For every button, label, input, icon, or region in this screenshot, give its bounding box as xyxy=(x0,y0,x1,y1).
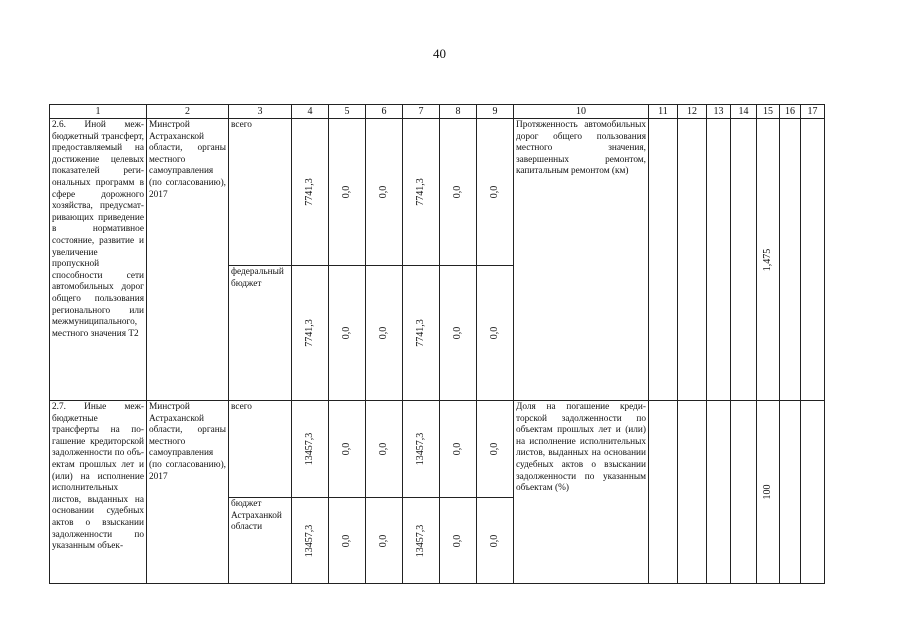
value-text: 0,0 xyxy=(452,534,464,547)
value-cell xyxy=(329,266,366,401)
empty-cell xyxy=(780,401,801,584)
value-text: 0,0 xyxy=(489,534,501,547)
value-cell xyxy=(366,401,403,498)
empty-cell xyxy=(678,119,707,401)
value-text: 0,0 xyxy=(489,326,501,340)
value-cell xyxy=(292,266,329,401)
value-text: 13457,3 xyxy=(415,432,427,466)
value-text: 0,0 xyxy=(341,185,353,199)
header-cell: 16 xyxy=(780,105,801,119)
empty-cell xyxy=(707,119,731,401)
value-text: 7741,3 xyxy=(415,178,427,206)
header-row xyxy=(50,105,825,119)
value-text: 0,0 xyxy=(452,185,464,199)
source-cell: федеральный бюджет xyxy=(229,266,292,401)
value-cell xyxy=(329,119,366,266)
value-cell xyxy=(366,498,403,584)
target-value-text: 100 xyxy=(762,484,774,500)
value-text: 7741,3 xyxy=(304,319,316,347)
value-cell xyxy=(292,119,329,266)
header-cell: 2 xyxy=(147,105,229,119)
executor-cell: Минстрой Астраханской области, органы местного самоуправления (по согласованию), 2017 xyxy=(147,119,229,401)
value-text: 0,0 xyxy=(378,326,390,340)
header-cell: 10 xyxy=(514,105,649,119)
value-text: 0,0 xyxy=(452,326,464,340)
value-cell xyxy=(440,498,477,584)
indicator-cell: Протяженность автомобильных дорог общего пользования местного значения, завершенных ремонтом, капитальным ремонтом (км) xyxy=(514,119,649,401)
header-cell: 15 xyxy=(757,105,780,119)
header-cell: 6 xyxy=(366,105,403,119)
value-cell xyxy=(477,266,514,401)
page-number: 40 xyxy=(433,46,446,61)
header-cell: 4 xyxy=(292,105,329,119)
target-value-cell xyxy=(757,401,780,584)
value-cell xyxy=(477,401,514,498)
value-cell xyxy=(403,119,440,266)
value-cell xyxy=(477,498,514,584)
empty-cell xyxy=(731,119,757,401)
measure-cell: 2.7. Иные межбюджетные трансферты на погашение кредиторской задолженности по объектам прошлых лет и (или) на исполнение исполнительных листов, выданных на основании судебных актов о взыскании задолженности по указанным объек- xyxy=(50,401,147,584)
table-row xyxy=(50,401,825,498)
target-value-text: 1,475 xyxy=(762,248,774,271)
header-cell: 7 xyxy=(403,105,440,119)
value-text: 13457,3 xyxy=(304,432,316,466)
empty-cell xyxy=(731,401,757,584)
value-text: 0,0 xyxy=(489,185,501,199)
value-text: 0,0 xyxy=(378,534,390,547)
header-cell: 11 xyxy=(649,105,678,119)
value-text: 13457,3 xyxy=(415,524,427,557)
value-cell xyxy=(403,266,440,401)
source-cell: всего xyxy=(229,119,292,266)
value-cell xyxy=(366,266,403,401)
value-cell xyxy=(440,266,477,401)
value-text: 0,0 xyxy=(378,185,390,199)
indicator-cell: Доля на погашение кредиторской задолженности по объектам прошлых лет и (или) на исполнение исполнительных листов, выданных на основании судебных актов о взыскании задолженности по указанным объектам (%) xyxy=(514,401,649,584)
value-text: 0,0 xyxy=(452,442,464,456)
header-cell: 9 xyxy=(477,105,514,119)
value-text: 0,0 xyxy=(341,534,353,547)
header-cell: 3 xyxy=(229,105,292,119)
header-cell: 17 xyxy=(801,105,825,119)
value-text: 0,0 xyxy=(341,326,353,340)
empty-cell xyxy=(649,119,678,401)
measure-cell: 2.6. Иной межбюджетный трансферт, предоставляемый на достижение целевых показателей региональных программ в сфере дорожного хозяйства, предусматривающих приведение в нормативное состояние, развитие и увеличение пропускной способности сети автомобильных дорог общего пользования регионального или межмуниципального, местного значения Т2 xyxy=(50,119,147,401)
header-cell: 12 xyxy=(678,105,707,119)
value-cell xyxy=(329,401,366,498)
value-cell xyxy=(292,401,329,498)
value-text: 0,0 xyxy=(378,442,390,456)
value-cell xyxy=(366,119,403,266)
header-cell: 14 xyxy=(731,105,757,119)
empty-cell xyxy=(780,119,801,401)
program-table xyxy=(49,104,825,584)
value-cell xyxy=(292,498,329,584)
source-cell: всего xyxy=(229,401,292,498)
value-cell xyxy=(403,401,440,498)
executor-cell: Минстрой Астраханской области, органы местного самоуправления (по согласованию), 2017 xyxy=(147,401,229,584)
empty-cell xyxy=(707,401,731,584)
value-text: 0,0 xyxy=(341,442,353,456)
header-cell: 8 xyxy=(440,105,477,119)
target-value-cell xyxy=(757,119,780,401)
empty-cell xyxy=(801,119,825,401)
value-cell xyxy=(403,498,440,584)
value-cell xyxy=(440,119,477,266)
table-row xyxy=(50,119,825,266)
value-text: 13457,3 xyxy=(304,524,316,557)
value-text: 7741,3 xyxy=(415,319,427,347)
empty-cell xyxy=(649,401,678,584)
header-cell: 5 xyxy=(329,105,366,119)
value-cell xyxy=(477,119,514,266)
empty-cell xyxy=(801,401,825,584)
value-text: 0,0 xyxy=(489,442,501,456)
empty-cell xyxy=(678,401,707,584)
header-cell: 13 xyxy=(707,105,731,119)
value-text: 7741,3 xyxy=(304,178,316,206)
value-cell xyxy=(440,401,477,498)
value-cell xyxy=(329,498,366,584)
source-cell: бюджет Астраханкой области xyxy=(229,498,292,584)
header-cell: 1 xyxy=(50,105,147,119)
